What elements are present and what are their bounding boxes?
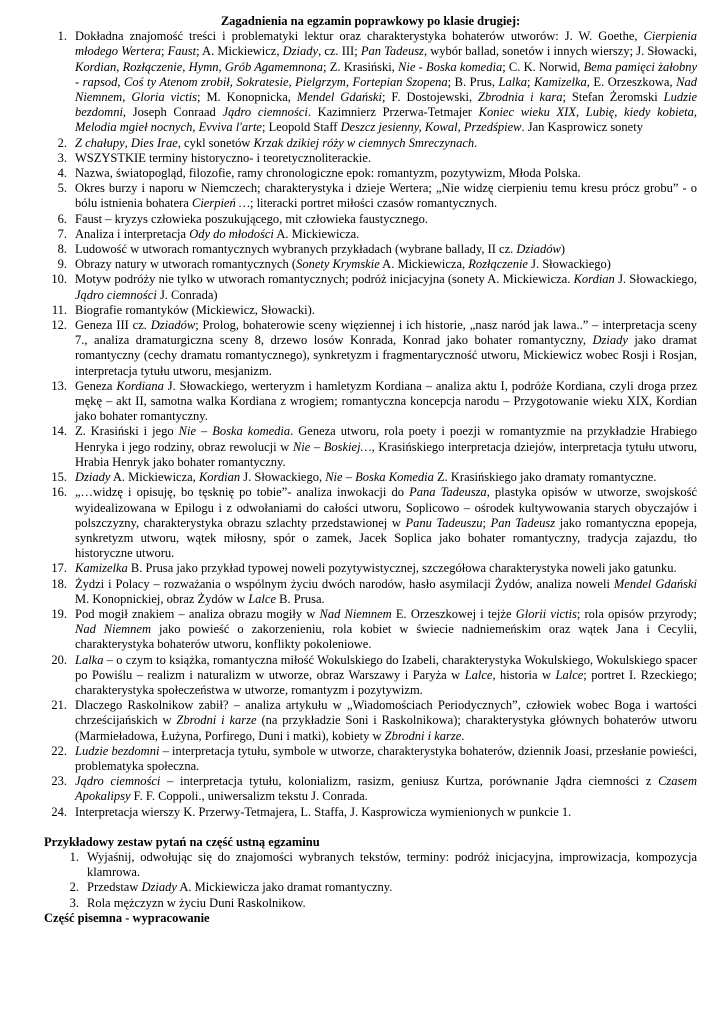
list-item-text: Ludzie bezdomni – interpretacja tytułu, symbole w utworze, charakterystyka bohaterów, dziennik Joasi, przesłanie powieści, problematyka społeczna.: [75, 743, 698, 773]
list-item-text: Dokładna znajomość treści i problematyki lektur oraz charakterystyka bohaterów utworów: J. W. Goethe, Cierpienia młodego Wertera; Faust; A. Mickiewicz, Dziady, cz. III; Pan Tadeusz, wybór ballad, sonetów i innych wierszy; J. Słowacki, Kordian, Rozłączenie, Hymn, Grób Agamemnona; Z. Krasiński, Nie - Boska komedia; C. K. Norwid, Bema pamięci żałobny - rapsod, Coś ty Atenom zrobił, Sokratesie, Pielgrzym, Fortepian Szopena; B. Prus, Lalka; Kamizelka, E. Orzeszkowa, Nad Niemnem, Gloria victis; M. Konopnicka, Mendel Gdański; F. Dostojewski, Zbrodnia i kara; Stefan Żeromski Ludzie bezdomni, Joseph Conraad Jądro ciemności. Kazimnierz Przerwa-Tetmajer Koniec wieku XIX, Lubię, kiedy kobieta, Melodia mgieł nocnych, Evviva l'arte; Leopold Staff Deszcz jesienny, Kowal, Przedśpiew. Jan Kasprowicz sonety: [75, 29, 698, 135]
exam-topics-list: [44, 29, 697, 820]
list-item: [44, 227, 697, 242]
list-item: [44, 561, 697, 576]
oral-questions-list: [44, 850, 697, 911]
list-item-number: 6.: [57, 211, 67, 226]
list-item-number: 1.: [69, 849, 79, 864]
list-item-text: Z chałupy, Dies Irae, cykl sonetów Krzak dzikiej róży w ciemnych Smreczynach.: [75, 135, 478, 150]
list-item-text: Ludowość w utworach romantycznych wybranych przykładach (wybrane ballady, II cz. Dziadów): [75, 242, 566, 257]
list-item-number: 13.: [51, 378, 67, 393]
list-item-number: 2.: [69, 880, 79, 895]
list-item-number: 3.: [57, 150, 67, 165]
list-item-text: Analiza i interpretacja Ody do młodości A. Mickiewicza.: [75, 226, 360, 241]
list-item: [44, 212, 697, 227]
list-item: [56, 896, 697, 911]
list-item-number: 16.: [51, 485, 67, 500]
list-item-number: 21.: [51, 698, 67, 713]
list-item-text: Okres burzy i naporu w Niemczech; charakterystyka i dzieje Wertera; „Nie widzę cierpieniu temu kresu prócz grobu” - o bólu istnienia bohatera Cierpień …; literacki portret miłości czasów romantycznych.: [75, 181, 697, 211]
list-item-number: 20.: [51, 652, 67, 667]
list-item-number: 1.: [57, 29, 67, 44]
list-item: [44, 181, 697, 211]
list-item-number: 11.: [51, 302, 67, 317]
list-item: [44, 29, 697, 135]
list-item: [44, 151, 697, 166]
list-item-number: 8.: [57, 242, 67, 257]
list-item-text: Dlaczego Raskolnikow zabił? – analiza artykułu w „Wiadomościach Periodycznych”, człowiek wobec Boga i wartości chrześcijańskich w Zbrodni i karze (na przykładzie Soni i Raskolnikowa); charakterystyka głównych bohaterów utworu (Marmieładowa, Łużyna, Porfirego, Duni i matki), kobiety w Zbrodni i karze.: [75, 698, 697, 743]
list-item: [44, 698, 697, 744]
list-item: [44, 272, 697, 302]
list-item: [44, 607, 697, 653]
list-item: [44, 470, 697, 485]
list-item-text: Pod mogił znakiem – analiza obrazu mogiły w Nad Niemnem E. Orzeszkowej i tejże Glorii victis; rola opisów przyrody; Nad Niemnem jako powieść o zakorzenieniu, rola kobiet w świecie nadniemeńskim oraz wątek Jana i Cecylii, charakterystyka bohaterów utworu, konflikty pokoleniowe.: [75, 606, 697, 652]
list-item-text: Nazwa, światopogląd, filozofie, ramy chronologiczne epok: romantyzm, pozytywizm, Młoda Polska.: [75, 166, 581, 181]
list-item-number: 9.: [57, 257, 67, 272]
list-item-text: Jądro ciemności – interpretacja tytułu, kolonializm, rasizm, geniusz Kurtza, porównanie Jądra ciemności z Czasem Apokalipsy F. F. Coppoli., uniwersalizm tekstu J. Conrada.: [75, 774, 697, 804]
list-item-text: Rola mężczyzn w życiu Duni Raskolnikow.: [87, 895, 306, 910]
list-item-number: 2.: [57, 135, 67, 150]
document-title: Zagadnienia na egzamin poprawkowy po klasie drugiej:: [220, 14, 521, 28]
list-item-text: Żydzi i Polacy – rozważania o wspólnym życiu dwóch narodów, hasło asymilacji Żydów, analiza noweli Mendel Gdański M. Konopnickiej, obraz Żydów w Lalce B. Prusa.: [75, 576, 697, 606]
list-item: [44, 257, 697, 272]
list-item-number: 19.: [51, 606, 67, 621]
list-item: [56, 880, 697, 895]
list-item-text: Motyw podróży nie tylko w utworach romantycznych; podróż inicjacyjna (sonety A. Mickiewicza. Kordian J. Słowackiego, Jądro ciemności J. Conrada): [75, 272, 697, 302]
list-item: [44, 379, 697, 425]
list-item: [44, 318, 697, 379]
list-item-number: 10.: [51, 272, 67, 287]
list-item-number: 12.: [51, 318, 67, 333]
list-item: [44, 653, 697, 699]
list-item-number: 23.: [51, 774, 67, 789]
list-item-text: Interpretacja wierszy K. Przerwy-Tetmajera, L. Staffa, J. Kasprowicza wymienionych w punkcie 1.: [75, 804, 572, 819]
list-item-text: Kamizelka B. Prusa jako przykład typowej noweli pozytywistycznej, szczegółowa charakterystyka noweli jako gatunku.: [75, 561, 677, 576]
list-item: [44, 805, 697, 820]
list-item: [44, 136, 697, 151]
list-item: [44, 744, 697, 774]
list-item-number: 17.: [51, 561, 67, 576]
list-item: [44, 303, 697, 318]
list-item-number: 24.: [51, 804, 67, 819]
written-section-heading: Część pisemna - wypracowanie: [44, 910, 210, 925]
list-item: [44, 774, 697, 804]
list-item-text: Dziady A. Mickiewicza, Kordian J. Słowackiego, Nie – Boska Komedia Z. Krasińskiego jako dramaty romantyczne.: [75, 470, 657, 485]
list-item-number: 5.: [57, 181, 67, 196]
list-item-number: 7.: [57, 226, 67, 241]
list-item-text: Geneza Kordiana J. Słowackiego, werteryzm i hamletyzm Kordiana – analiza aktu I, podróże Kordiana, czyli droga przez mękę – akt II, samotna walka Kordiana z wrogiem; romantyczna koncepcja narodu – Przygotowanie wieku XIX, Kordian jako bohater romantyczny.: [75, 378, 697, 424]
list-item: [44, 242, 697, 257]
list-item-text: Geneza III cz. Dziadów; Prolog, bohaterowie sceny więziennej i ich historie, „nasz naród jak lawa..” – interpretacja sceny 7., analiza dramaturgiczna sceny 8, drzewo losów Konrada, Konrad jako bohater romantyczny, Dziady jako dramat romantyczny (cechy dramatu romantycznego), synkretyzm i fragmentaryczność utworu, Mickiewicz wobec Rosji i Rosjan, interpretacja tytułu utworu, mesjanizm.: [75, 318, 697, 378]
list-item: [44, 485, 697, 561]
list-item-text: Faust – kryzys człowieka poszukującego, mit człowieka faustycznego.: [75, 211, 429, 226]
list-item-text: Lalka – o czym to książka, romantyczna miłość Wokulskiego do Izabeli, charakterystyka Wokulskiego, Wokulskiego spacer po Powiślu – realizm i naturalizm w utworze, obraz Warszawy i Paryża w Lalce, historia w Lalce; portret I. Rzeckiego; charakterystyka społeczeństwa w utworze, romantyzm i pozytywizm.: [75, 652, 697, 697]
list-item-text: Z. Krasiński i jego Nie – Boska komedia. Geneza utworu, rola poety i poezji w romantyzmie na przykładzie Hrabiego Henryka i jego rodziny, obraz rewolucji w Nie – Boskiej…, Krasińskiego interpretacja dziejów, interpretacja tytułu utworu, Hrabia Henryk jako bohater romantyczny.: [75, 424, 697, 469]
list-item-number: 3.: [69, 895, 79, 910]
list-item-text: Wyjaśnij, odwołując się do znajomości wybranych tekstów, terminy: podróż inicjacyjna, improwizacja, kompozycja klamrowa.: [87, 849, 697, 880]
list-item-number: 15.: [51, 470, 67, 485]
list-item-text: „…widzę i opisuję, bo tęsknię po tobie”- analiza inwokacji do Pana Tadeusza, plastyka opisów w utworze, swojskość wyidealizowana w Epilogu i z odwołaniami do całości utworu, Soplicowo – ośrodek kultywowania starych obyczajów i polszczyzny, charakterystyka obrazu szlachty przedstawionej w Panu Tadeuszu; Pan Tadeusz jako romantyczna epopeja, synkretyzm utworu, wątek miłosny, spór o zamek, Jacek Soplica jako bohater romantyczny, tradycja zajazdu, tło historyczne utworu.: [75, 485, 697, 561]
list-item-text: WSZYSTKIE terminy historyczno- i teoretycznoliterackie.: [75, 150, 372, 165]
oral-section-heading: Przykładowy zestaw pytań na część ustną egzaminu: [44, 834, 320, 849]
list-item-number: 14.: [51, 424, 67, 439]
list-item-text: Obrazy natury w utworach romantycznych (Sonety Krymskie A. Mickiewicza, Rozłączenie J. Słowackiego): [75, 257, 611, 272]
list-item: [56, 850, 697, 880]
list-item-text: Przedstaw Dziady A. Mickiewicza jako dramat romantyczny.: [87, 880, 393, 895]
list-item-number: 4.: [57, 166, 67, 181]
list-item: [44, 577, 697, 607]
list-item: [44, 166, 697, 181]
list-item-number: 18.: [51, 576, 67, 591]
list-item: [44, 424, 697, 470]
list-item-text: Biografie romantyków (Mickiewicz, Słowacki).: [75, 302, 315, 317]
list-item-number: 22.: [51, 743, 67, 758]
